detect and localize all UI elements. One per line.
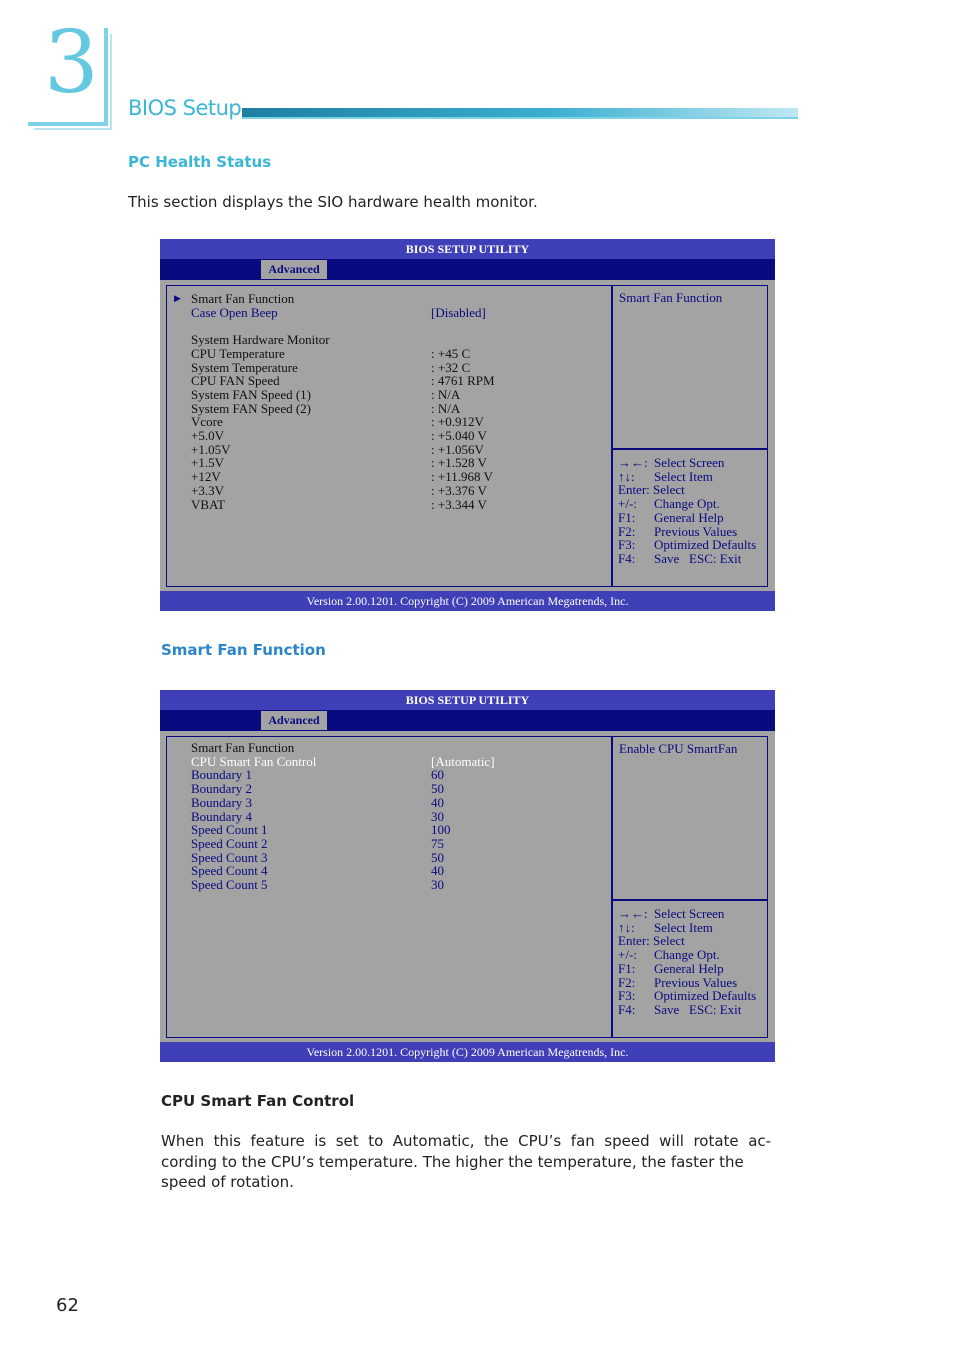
bios-item-value: 60 <box>431 767 444 783</box>
key-name: →←: <box>618 455 648 470</box>
submenu-arrow-icon: ▶ <box>174 293 181 303</box>
bios-item-value: 50 <box>431 781 444 797</box>
bios-item-label: System Hardware Monitor <box>191 332 330 348</box>
key-name: F2: <box>618 523 636 539</box>
key-name: ↑↓: <box>618 468 635 484</box>
bios-item-value: 40 <box>431 863 444 879</box>
bios-main-panel <box>166 736 613 1038</box>
bios-title: BIOS SETUP UTILITY <box>160 690 775 710</box>
bios-item-label: Smart Fan Function <box>191 291 295 306</box>
key-name: Enter: Select <box>618 482 685 498</box>
section-intro: This section displays the SIO hardware health monitor. <box>128 193 538 211</box>
bios-keys-panel <box>611 900 768 1038</box>
key-description: Change Opt. <box>654 947 720 963</box>
key-name: Enter: Select <box>618 933 685 949</box>
key-description: General Help <box>654 960 724 976</box>
chapter-title: BIOS Setup <box>128 96 242 120</box>
key-name: +/-: <box>618 947 637 963</box>
bios-item-value: : +3.376 V <box>431 482 487 498</box>
bios-item-value: 75 <box>431 835 444 851</box>
bios-item-value: : +1.528 V <box>431 455 487 471</box>
bios-item-value: : +1.056V <box>431 441 484 457</box>
bios-item-label: Boundary 1 <box>191 767 253 783</box>
bios-item-label: Speed Count 2 <box>191 835 268 851</box>
bios-item-label: Vcore <box>191 414 223 430</box>
bios-screen-smart-fan <box>160 690 775 1062</box>
bios-item-label: CPU Smart Fan Control <box>191 753 317 769</box>
bios-screen-pc-health <box>160 239 775 611</box>
bios-item-label: CPU FAN Speed <box>191 373 280 389</box>
body-line: cording to the CPU’s temperature. The higher the temperature, the faster the <box>161 1152 744 1171</box>
bios-item-value: 30 <box>431 877 444 892</box>
bios-item-value: 50 <box>431 849 444 865</box>
bios-item-value: : +11.968 V <box>431 469 493 485</box>
bios-item-label: Boundary 3 <box>191 794 253 810</box>
bios-item-label: Speed Count 3 <box>191 849 268 865</box>
key-description: General Help <box>654 509 724 525</box>
key-description: Change Opt. <box>654 496 720 512</box>
key-name: F3: <box>618 537 636 553</box>
bios-item-label: System FAN Speed (1) <box>191 386 312 402</box>
bios-item-value: : 4761 RPM <box>431 373 495 389</box>
key-description: Optimized Defaults <box>654 537 757 553</box>
chapter-title-bar <box>242 108 798 119</box>
bios-item-label: +3.3V <box>191 482 224 498</box>
key-name: F4: <box>618 1001 636 1017</box>
key-name: →←: <box>618 906 648 921</box>
key-name: ↑↓: <box>618 919 635 935</box>
bios-item-label: Case Open Beep <box>191 304 278 320</box>
bios-item-value: : +0.912V <box>431 414 484 430</box>
bios-item-value: [Automatic] <box>431 753 495 769</box>
key-description: Previous Values <box>654 523 738 539</box>
bios-menubar <box>160 259 775 280</box>
bios-item-label: +12V <box>191 469 221 485</box>
key-description: Previous Values <box>654 974 738 990</box>
bios-item-label: +1.5V <box>191 455 224 471</box>
help-text: Enable CPU SmartFan <box>619 741 738 756</box>
body-line: When this feature is set to Automatic, the CPU’s fan speed will rotate ac- <box>161 1132 772 1150</box>
key-description: Save ESC: Exit <box>654 550 742 566</box>
section-body <box>161 1131 801 1193</box>
key-description: Optimized Defaults <box>654 988 757 1004</box>
bios-keys-panel <box>611 449 768 587</box>
key-description: Select Item <box>654 468 713 484</box>
tab-advanced[interactable]: Advanced <box>261 260 327 279</box>
bios-item-label: System Temperature <box>191 359 298 375</box>
bios-help-panel <box>611 736 768 900</box>
bios-item-value: : +5.040 V <box>431 428 487 443</box>
section-heading-cpu-smart-fan-control: CPU Smart Fan Control <box>161 1092 355 1110</box>
key-description: Save ESC: Exit <box>654 1001 742 1017</box>
key-description: Select Screen <box>654 906 725 921</box>
key-name: F4: <box>618 550 636 566</box>
key-description: Select Item <box>654 919 713 935</box>
bios-item-value: 40 <box>431 794 444 810</box>
bios-footer: Version 2.00.1201. Copyright (C) 2009 American Megatrends, Inc. <box>160 591 775 611</box>
bios-item-label: Boundary 4 <box>191 808 253 824</box>
bios-help-panel <box>611 285 768 449</box>
bios-item-value: 30 <box>431 808 444 824</box>
tab-advanced[interactable]: Advanced <box>261 711 327 730</box>
bios-item-value: 100 <box>431 822 451 838</box>
bios-item-label: +1.05V <box>191 441 231 457</box>
bios-item-label: System FAN Speed (2) <box>191 400 312 416</box>
bios-item-value: : +45 C <box>431 345 471 361</box>
bios-item-label: Speed Count 4 <box>191 863 268 879</box>
key-name: F3: <box>618 988 636 1004</box>
bios-title: BIOS SETUP UTILITY <box>160 239 775 259</box>
section-heading-pc-health: PC Health Status <box>128 153 272 171</box>
bios-item-label: Boundary 2 <box>191 781 253 797</box>
section-heading-smart-fan: Smart Fan Function <box>161 641 326 659</box>
key-name: +/-: <box>618 496 637 512</box>
chapter-number: 3 <box>44 13 99 113</box>
bios-item-label: Smart Fan Function <box>191 740 295 755</box>
bios-item-value: : +3.344 V <box>431 496 487 512</box>
bios-menubar <box>160 710 775 731</box>
key-name: F1: <box>618 509 636 525</box>
bios-main-panel <box>166 285 613 587</box>
bios-item-label: CPU Temperature <box>191 345 285 361</box>
bios-item-value: : N/A <box>431 386 461 402</box>
key-name: F2: <box>618 974 636 990</box>
bios-item-value: : +32 C <box>431 359 471 375</box>
bios-item-label: Speed Count 5 <box>191 877 268 892</box>
bios-item-label: VBAT <box>191 496 225 512</box>
key-name: F1: <box>618 960 636 976</box>
key-description: Select Screen <box>654 455 725 470</box>
bios-item-label: Speed Count 1 <box>191 822 268 838</box>
body-line: speed of rotation. <box>161 1173 294 1191</box>
bios-item-label: +5.0V <box>191 428 224 443</box>
bios-item-value: [Disabled] <box>431 304 486 320</box>
page-number: 62 <box>56 1295 79 1316</box>
bios-footer: Version 2.00.1201. Copyright (C) 2009 American Megatrends, Inc. <box>160 1042 775 1062</box>
help-text: Smart Fan Function <box>619 290 723 305</box>
bios-item-value: : N/A <box>431 400 461 416</box>
